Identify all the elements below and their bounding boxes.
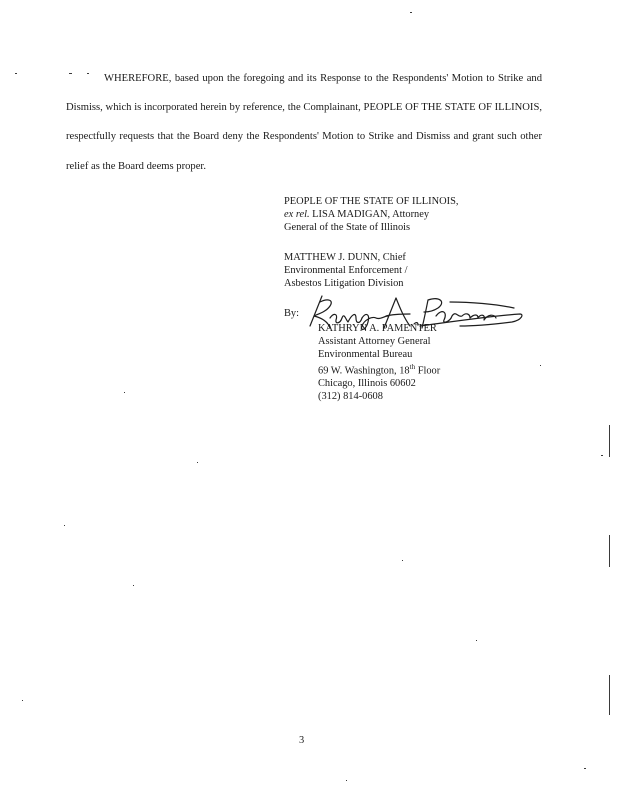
scan-edge-mark: [609, 535, 610, 567]
scan-speck: [15, 73, 17, 74]
chief-line: MATTHEW J. DUNN, Chief: [284, 252, 406, 263]
scan-speck: [133, 585, 134, 586]
attorney-general-line: General of the State of Illinois: [284, 222, 411, 233]
signatory-name: KATHRYN A. PAMENTER: [318, 323, 437, 334]
body-paragraph-text: WHEREFORE, based upon the foregoing and its Response to the Respondents' Motion to Strike and Dismiss, which is incorporated herein by reference, the Complainant, PEOPLE OF THE STATE OF ILLINOIS, respectfully requests that the Board deny the Respondents' Motion to Strike and Dismiss and grant such other relief as the Board deems proper.: [66, 73, 542, 172]
division-line: Asbestos Litigation Division: [284, 278, 404, 289]
attorney-name: LISA MADIGAN, Attorney: [309, 209, 430, 220]
scan-speck: [540, 365, 541, 366]
scan-speck: [64, 525, 65, 526]
floor-superscript: th: [409, 363, 416, 371]
scan-edge-mark: [609, 675, 610, 715]
by-label: By:: [284, 308, 300, 319]
scan-speck: [69, 73, 72, 74]
scan-speck: [346, 780, 347, 781]
enforcement-line: Environmental Enforcement /: [284, 265, 408, 276]
street-prefix: 69 W. Washington, 18: [318, 365, 410, 377]
floor-word: Floor: [415, 365, 441, 377]
phone-line: (312) 814-0608: [318, 391, 383, 403]
ex-rel-text: ex rel.: [284, 209, 310, 220]
scan-speck: [476, 640, 477, 641]
scan-speck: [601, 455, 603, 456]
scan-speck: [22, 700, 23, 701]
signatory-title: Assistant Attorney General: [318, 336, 431, 347]
bureau-line: Environmental Bureau: [318, 349, 413, 360]
page-number: 3: [299, 735, 305, 746]
people-line: PEOPLE OF THE STATE OF ILLINOIS,: [284, 196, 459, 207]
scan-speck: [87, 73, 89, 74]
city-line: Chicago, Illinois 60602: [318, 378, 416, 390]
signatory-block: [318, 322, 558, 403]
people-attorney-block: [284, 195, 524, 234]
scan-speck: [410, 12, 412, 13]
address-street: [318, 361, 558, 377]
scan-edge-mark: [609, 425, 610, 457]
body-paragraph: [66, 64, 542, 181]
scan-speck: [124, 392, 125, 393]
scan-speck: [402, 560, 403, 561]
enforcement-block: [284, 251, 524, 290]
attorney-line: [284, 208, 524, 221]
scan-speck: [197, 462, 198, 463]
scan-speck: [584, 768, 586, 769]
